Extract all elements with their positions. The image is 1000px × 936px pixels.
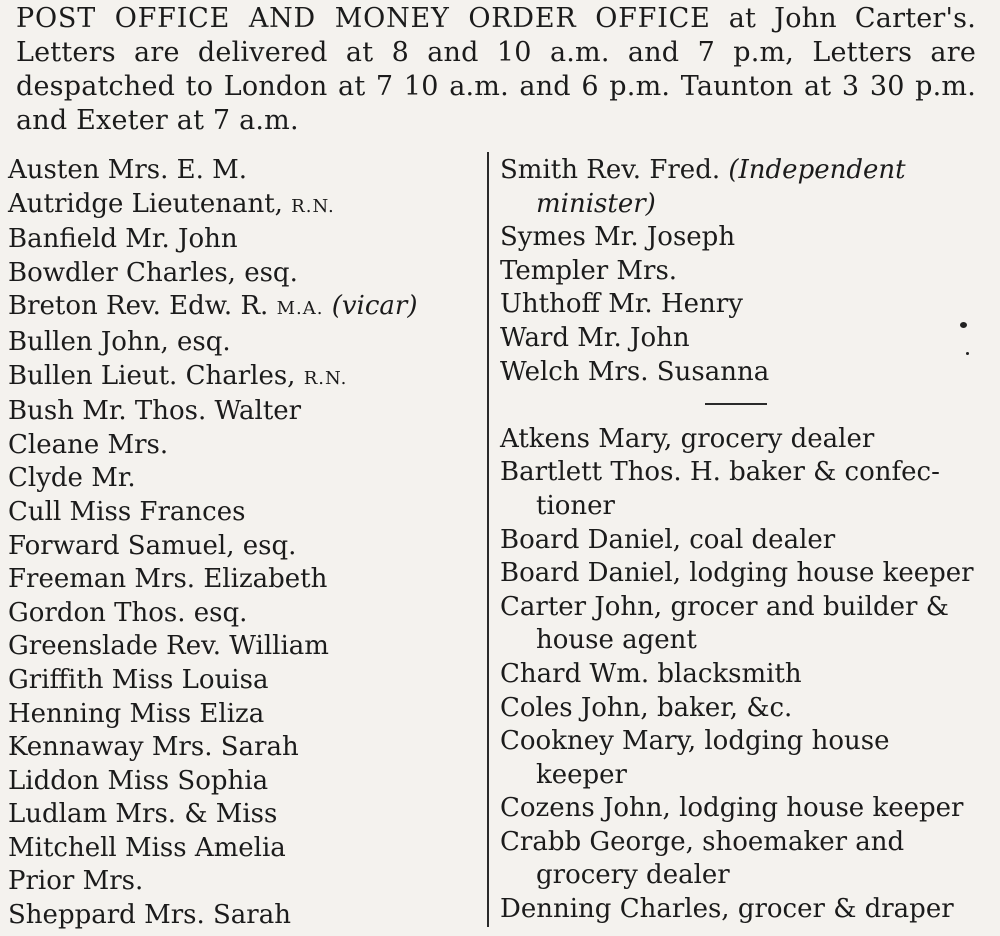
list-item: Clyde Mr. <box>8 463 136 494</box>
list-item: Prior Mrs. <box>8 866 144 897</box>
list-item: Mitchell Miss Amelia <box>8 832 286 863</box>
list-item: Uhthoff Mr. Henry <box>500 289 743 320</box>
list-item: Chard Wm. blacksmith <box>500 658 802 689</box>
list-item: Freeman Mrs. Elizabeth <box>8 564 328 595</box>
list-item: Banfield Mr. John <box>8 224 238 255</box>
right-column <box>500 154 980 927</box>
column-divider <box>487 152 489 927</box>
list-item: Symes Mr. Joseph <box>500 222 736 253</box>
notice-text: at John Carter's. Letters are delivered at 8 and 10 a.m. and 7 p.m, Letters are despatched to London at 7 10 a.m. and 6 p.m. Taunton at 3 30 p.m. and Exeter at 7 a.m. <box>16 3 976 136</box>
list-item: Bullen John, esq. <box>8 326 231 357</box>
ink-speck <box>966 352 969 355</box>
list-item: Bowdler Charles, esq. <box>8 257 298 288</box>
list-item: Autridge Lieutenant, R.N. <box>8 188 335 219</box>
post-office-notice <box>16 2 976 138</box>
list-item: Board Daniel, coal dealer <box>500 524 836 555</box>
list-item: Bullen Lieut. Charles, R.N. <box>8 360 348 391</box>
list-item: Denning Charles, grocer & draper <box>500 894 954 925</box>
list-item: Austen Mrs. E. M. <box>8 155 248 185</box>
list-item: Bush Mr. Thos. Walter <box>8 396 302 427</box>
list-item: Cull Miss Frances <box>8 496 246 527</box>
list-item: Liddon Miss Sophia <box>8 765 269 796</box>
list-item: Gordon Thos. esq. <box>8 597 248 628</box>
list-item: Henning Miss Eliza <box>8 698 265 729</box>
list-item: Bartlett Thos. H. baker & confec- tioner <box>500 457 940 521</box>
notice-heading: POST OFFICE AND MONEY ORDER OFFICE <box>16 3 711 34</box>
list-item: Smith Rev. Fred. (Independent minister) <box>500 155 906 219</box>
list-item: Greenslade Rev. William <box>8 631 329 662</box>
list-item: Cozens John, lodging house keeper <box>500 793 964 824</box>
list-item: Welch Mrs. Susanna <box>500 356 770 387</box>
list-item: Cookney Mary, lodging house keeper <box>500 726 890 790</box>
list-item: Coles John, baker, &c. <box>500 692 793 723</box>
list-item: Crabb George, shoemaker and grocery dealer <box>500 826 905 891</box>
list-item: Board Daniel, lodging house keeper <box>500 558 974 589</box>
list-item: Atkens Mary, grocery dealer <box>500 423 875 454</box>
list-item: Griffith Miss Louisa <box>8 664 269 695</box>
list-item: Forward Samuel, esq. <box>8 530 297 561</box>
list-item: Carter John, grocer and builder & house agent <box>500 591 949 656</box>
list-item: Ludlam Mrs. & Miss <box>8 799 278 830</box>
list-item: Breton Rev. Edw. R. M.A. (vicar) <box>8 291 418 322</box>
list-item: Kennaway Mrs. Sarah <box>8 732 299 763</box>
section-divider <box>500 389 980 423</box>
ink-speck <box>960 322 967 328</box>
list-item: Templer Mrs. <box>500 255 678 286</box>
list-item: Cleane Mrs. <box>8 429 169 460</box>
list-item: Ward Mr. John <box>500 322 690 353</box>
list-item: Sheppard Mrs. Sarah <box>8 900 291 931</box>
left-column <box>8 154 483 933</box>
